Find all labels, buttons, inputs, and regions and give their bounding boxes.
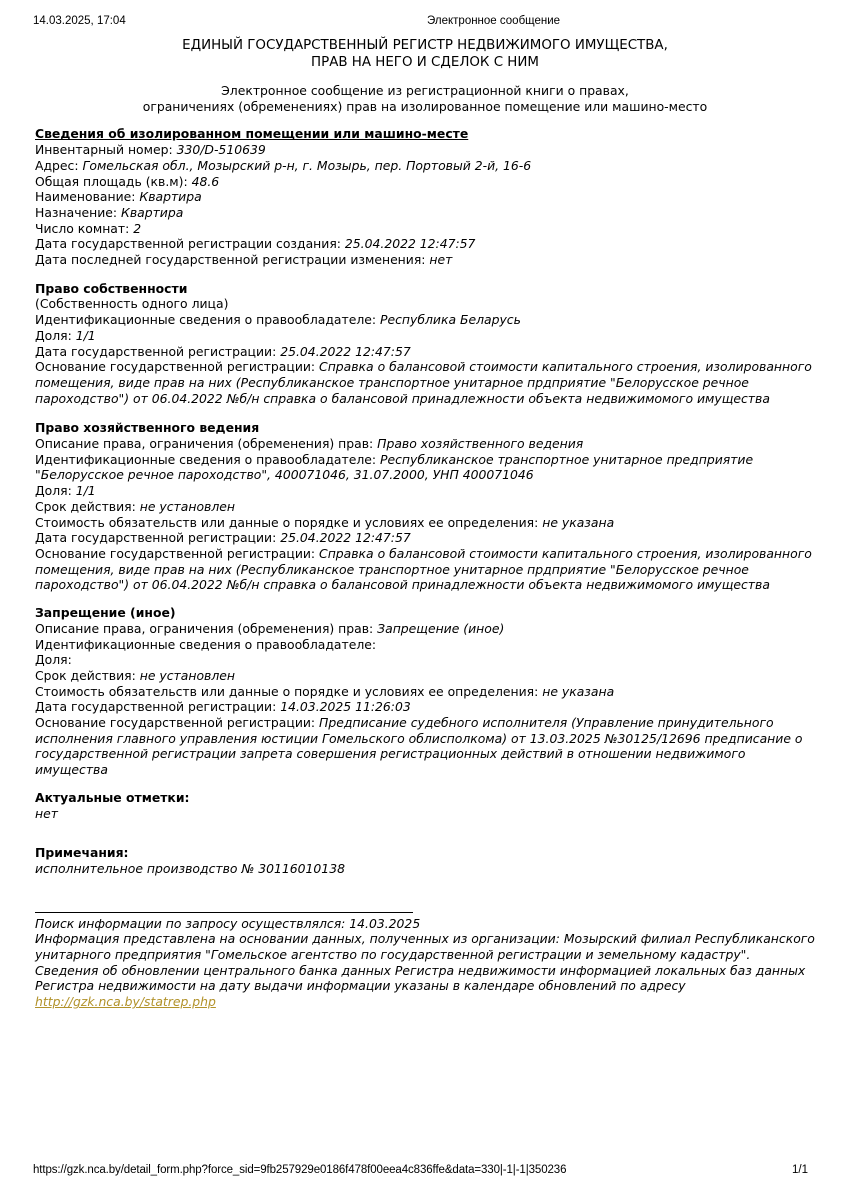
section-heading-ownership: Право собственности bbox=[35, 280, 188, 296]
data-source-line: Информация представлена на основании данных, полученных из организации: Мозырский филиал Республиканского унитарного предприятия "Гомельское агентство по государственной регистрации и земельному кадастру". bbox=[35, 931, 815, 963]
field-value: не указана bbox=[542, 514, 615, 530]
section-ownership-right bbox=[35, 281, 815, 407]
field-row-registration-basis bbox=[35, 546, 815, 593]
print-footer-page-number: 1/1 bbox=[792, 1164, 808, 1176]
field-row-address bbox=[35, 158, 815, 174]
section-heading-property: Сведения об изолированном помещении или машино-месте bbox=[35, 126, 469, 142]
subtitle-line2: ограничениях (обременениях) прав на изолированное помещение или машино-место bbox=[142, 98, 708, 114]
document-body bbox=[35, 38, 815, 1010]
field-row-validity-period bbox=[35, 668, 815, 684]
report-footer-info bbox=[35, 903, 815, 1010]
field-label: Описание права, ограничения (обременения) прав: bbox=[35, 620, 378, 636]
field-label: Стоимость обязательств или данные о порядке и условиях ее определения: bbox=[35, 514, 543, 530]
field-value: 14.03.2025 11:26:03 bbox=[280, 699, 411, 715]
search-date-line: Поиск информации по запросу осуществлялся: 14.03.2025 bbox=[35, 915, 421, 931]
print-header-datetime: 14.03.2025, 17:04 bbox=[33, 15, 126, 27]
field-row-obligation-cost bbox=[35, 684, 815, 700]
print-footer-url: https://gzk.nca.by/detail_form.php?force_sid=9fb257929e0186f478f00eea4c836ffe&data=330|-1|-1|350236 bbox=[33, 1164, 567, 1176]
field-value: 25.04.2022 12:47:57 bbox=[280, 343, 411, 359]
field-value: Предписание судебного исполнителя (Управление принудительного исполнения главного управления юстиции Гомельского облисполкома) от 13.03.2025 №30125/12696 предписание о государственной регистрации запрета совершения регистрационных действий в отношении недвижимого имущества bbox=[35, 715, 803, 778]
field-value: нет bbox=[429, 252, 453, 268]
registry-title bbox=[35, 38, 815, 71]
field-label: Основание государственной регистрации: bbox=[35, 715, 320, 731]
field-value: 25.04.2022 12:47:57 bbox=[280, 530, 411, 546]
field-value: не указана bbox=[542, 683, 615, 699]
field-label: Дата государственной регистрации: bbox=[35, 530, 281, 546]
registry-title-line1: ЕДИНЫЙ ГОСУДАРСТВЕННЫЙ РЕГИСТР НЕДВИЖИМОГО ИМУЩЕСТВА, bbox=[182, 38, 668, 53]
print-footer bbox=[33, 1164, 815, 1177]
section-property-info bbox=[35, 126, 815, 267]
field-value: 25.04.2022 12:47:57 bbox=[344, 236, 476, 252]
field-value: Республиканское транспортное унитарное предприятие "Белорусское речное пароходство", 400071046, 31.07.2000, УНП 400071046 bbox=[35, 451, 754, 483]
field-label: Дата последней государственной регистрации изменения: bbox=[35, 252, 430, 268]
field-row-validity-period bbox=[35, 499, 815, 515]
field-row-rightholder bbox=[35, 452, 815, 483]
field-value: не установлен bbox=[139, 667, 235, 683]
field-label: Наименование: bbox=[35, 189, 140, 205]
field-value: Гомельская обл., Мозырский р-н, г. Мозырь, пер. Портовый 2-й, 16-6 bbox=[82, 157, 532, 173]
field-label: Срок действия: bbox=[35, 667, 140, 683]
field-label: Число комнат: bbox=[35, 220, 134, 236]
section-heading-actual-marks: Актуальные отметки: bbox=[35, 789, 190, 805]
field-value: 1/1 bbox=[75, 483, 96, 499]
field-value: 2 bbox=[133, 220, 142, 236]
update-info-line: Сведения об обновлении центрального банка данных Регистра недвижимости информацией локальных баз данных Регистра недвижимости на дату выдачи информации указаны в календаре обновлений по адресу bbox=[35, 962, 806, 994]
field-value: Квартира bbox=[121, 204, 184, 220]
section-heading-economic: Право хозяйственного ведения bbox=[35, 420, 260, 436]
print-header-title: Электронное сообщение bbox=[427, 15, 561, 27]
field-label: Идентификационные сведения о правообладателе: bbox=[35, 636, 377, 652]
section-heading-prohibition: Запрещение (иное) bbox=[35, 605, 176, 621]
section-heading-notes: Примечания: bbox=[35, 845, 129, 861]
field-row-creation-date bbox=[35, 236, 815, 252]
field-row-registration-date bbox=[35, 699, 815, 715]
field-label: Дата государственной регистрации создания: bbox=[35, 236, 345, 252]
field-row-registration-basis bbox=[35, 715, 815, 778]
statrep-link[interactable]: http://gzk.nca.by/statrep.php bbox=[35, 994, 216, 1010]
field-row-total-area bbox=[35, 174, 815, 190]
field-row-name bbox=[35, 189, 815, 205]
field-label: Стоимость обязательств или данные о порядке и условиях ее определения: bbox=[35, 683, 543, 699]
field-label: Доля: bbox=[35, 327, 76, 343]
field-row-last-change-date bbox=[35, 252, 815, 268]
section-actual-marks bbox=[35, 790, 815, 821]
field-label: Идентификационные сведения о правообладателе: bbox=[35, 312, 380, 328]
field-value: 48.6 bbox=[191, 173, 220, 189]
field-row-registration-basis bbox=[35, 359, 815, 406]
field-value: 330/D-510639 bbox=[176, 142, 266, 158]
field-value: Право хозяйственного ведения bbox=[377, 436, 584, 452]
field-value: Справка о балансовой стоимости капитального строения, изолированного помещения, виде прав на них (Республиканское транспортное унитарное прдприятие "Белорусское речное пароходство") от 06.04.2022 №б/н справка о балансовой принадлежности объекта недвижимомого имущества bbox=[35, 545, 812, 593]
field-value: 1/1 bbox=[75, 327, 96, 343]
field-label: Доля: bbox=[35, 652, 72, 668]
field-value: Запрещение (иное) bbox=[377, 620, 505, 636]
field-label: Дата государственной регистрации: bbox=[35, 343, 281, 359]
field-row-room-count bbox=[35, 221, 815, 237]
actual-marks-value: нет bbox=[35, 805, 58, 821]
field-label: Основание государственной регистрации: bbox=[35, 545, 320, 561]
field-label: Общая площадь (кв.м): bbox=[35, 173, 192, 189]
field-row-right-description bbox=[35, 621, 815, 637]
field-row-registration-date bbox=[35, 344, 815, 360]
field-label: Срок действия: bbox=[35, 498, 140, 514]
print-header bbox=[33, 15, 815, 29]
field-label: Назначение: bbox=[35, 204, 122, 220]
field-label: Доля: bbox=[35, 483, 76, 499]
section-economic-management-right bbox=[35, 420, 815, 593]
section-notes bbox=[35, 845, 815, 876]
field-value: Справка о балансовой стоимости капитального строения, изолированного помещения, виде прав на них (Республиканское транспортное унитарное прдприятие "Белорусское речное пароходство") от 06.04.2022 №б/н справка о балансовой принадлежности объекта недвижимомого имущества bbox=[35, 359, 812, 406]
field-row-share bbox=[35, 483, 815, 499]
registry-title-line2: ПРАВ НА НЕГО И СДЕЛОК С НИМ bbox=[311, 54, 539, 70]
ownership-type-line: (Собственность одного лица) bbox=[35, 296, 229, 312]
field-value: Республика Беларусь bbox=[380, 312, 521, 328]
field-row-registration-date bbox=[35, 530, 815, 546]
field-row-share bbox=[35, 328, 815, 344]
field-row-rightholder bbox=[35, 637, 815, 653]
notes-value: исполнительное производство № 30116010138 bbox=[35, 860, 345, 876]
field-label: Основание государственной регистрации: bbox=[35, 359, 320, 375]
field-label: Описание права, ограничения (обременения) прав: bbox=[35, 436, 378, 452]
field-row-inventory-number bbox=[35, 142, 815, 158]
field-label: Идентификационные сведения о правообладателе: bbox=[35, 451, 380, 467]
field-value: не установлен bbox=[139, 498, 235, 514]
update-link-line bbox=[35, 994, 815, 1010]
subtitle-line1: Электронное сообщение из регистрационной книги о правах, bbox=[221, 83, 629, 98]
field-label: Инвентарный номер: bbox=[35, 142, 177, 158]
field-row-purpose bbox=[35, 205, 815, 221]
section-prohibition bbox=[35, 605, 815, 778]
field-label: Адрес: bbox=[35, 157, 83, 173]
field-row-rightholder bbox=[35, 312, 815, 328]
field-row-obligation-cost bbox=[35, 515, 815, 531]
separator-line bbox=[35, 903, 413, 913]
field-row-share bbox=[35, 652, 815, 668]
field-label: Дата государственной регистрации: bbox=[35, 699, 281, 715]
field-value: Квартира bbox=[139, 189, 202, 205]
field-row-right-description bbox=[35, 436, 815, 452]
document-subtitle bbox=[35, 83, 815, 114]
